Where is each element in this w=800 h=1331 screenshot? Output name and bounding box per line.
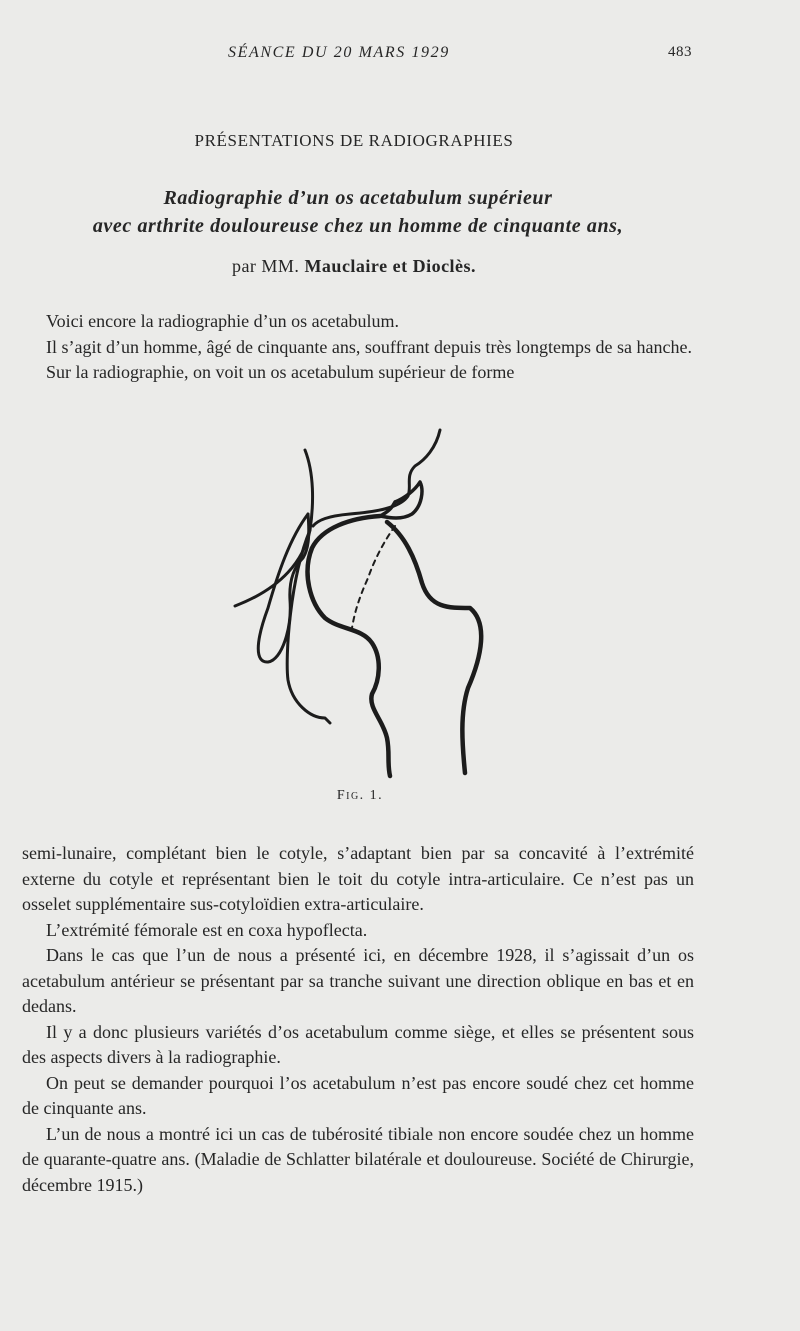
running-head (0, 44, 800, 68)
paragraph: L’extrémité fémorale est en coxa hypoflecta. (46, 919, 368, 940)
article-title (22, 184, 694, 240)
hip-joint-drawing-icon (200, 418, 520, 788)
body-text-bottom (22, 841, 694, 1198)
byline-authors: Mauclaire et Dioclès. (304, 256, 477, 276)
paragraph: Il y a donc plusieurs variétés d’os acetabulum comme siège, et elles se présentent sous des aspects divers à la radiographie. (22, 1021, 694, 1067)
paragraph: On peut se demander pourquoi l’os acetabulum n’est pas encore soudé chez cet homme de cinquante ans. (22, 1072, 694, 1118)
paragraph: Sur la radiographie, on voit un os acetabulum supérieur de forme (46, 362, 515, 382)
figure-1 (200, 418, 520, 788)
figure-caption (0, 788, 720, 804)
figure-caption-label: Fig. (336, 788, 365, 803)
article-title-line-2: avec arthrite douloureuse chez un homme de cinquante ans, (92, 215, 624, 237)
article-title-line-1: Radiographie d’un os acetabulum supérieur (163, 187, 553, 209)
paragraph: L’un de nous a montré ici un cas de tubérosité tibiale non encore soudée chez un homme de quarante-quatre ans. (Maladie de Schlatter bilatérale et douloureuse. Société de Chirurgie, décembre 1915.) (22, 1123, 694, 1195)
paragraph: Voici encore la radiographie d’un os acetabulum. (46, 311, 400, 331)
paragraph: Dans le cas que l’un de nous a présenté ici, en décembre 1928, il s’agissait d’un os acetabulum antérieur se présentant par sa tranche suivant une direction oblique en bas et en dedans. (22, 945, 694, 1016)
running-title: SÉANCE DU 20 MARS 1929 (228, 44, 450, 61)
paragraph: semi-lunaire, complétant bien le cotyle, s’adaptant bien par sa concavité à l’extrémité externe du cotyle et représentant bien le toit du cotyle intra-articulaire. Ce n’est pas un osselet supplémentaire sus-cotyloïdien extra-articulaire. (22, 843, 694, 914)
section-title: PRÉSENTATIONS DE RADIOGRAPHIES (194, 131, 514, 150)
paragraph: Il s’agit d’un homme, âgé de cinquante ans, souffrant depuis très longtemps de sa hanche. (46, 336, 692, 357)
byline (0, 256, 708, 277)
byline-prefix: par MM. (231, 256, 300, 276)
page-number: 483 (668, 44, 692, 60)
figure-caption-number: 1. (369, 788, 384, 803)
body-text-top (22, 309, 694, 386)
